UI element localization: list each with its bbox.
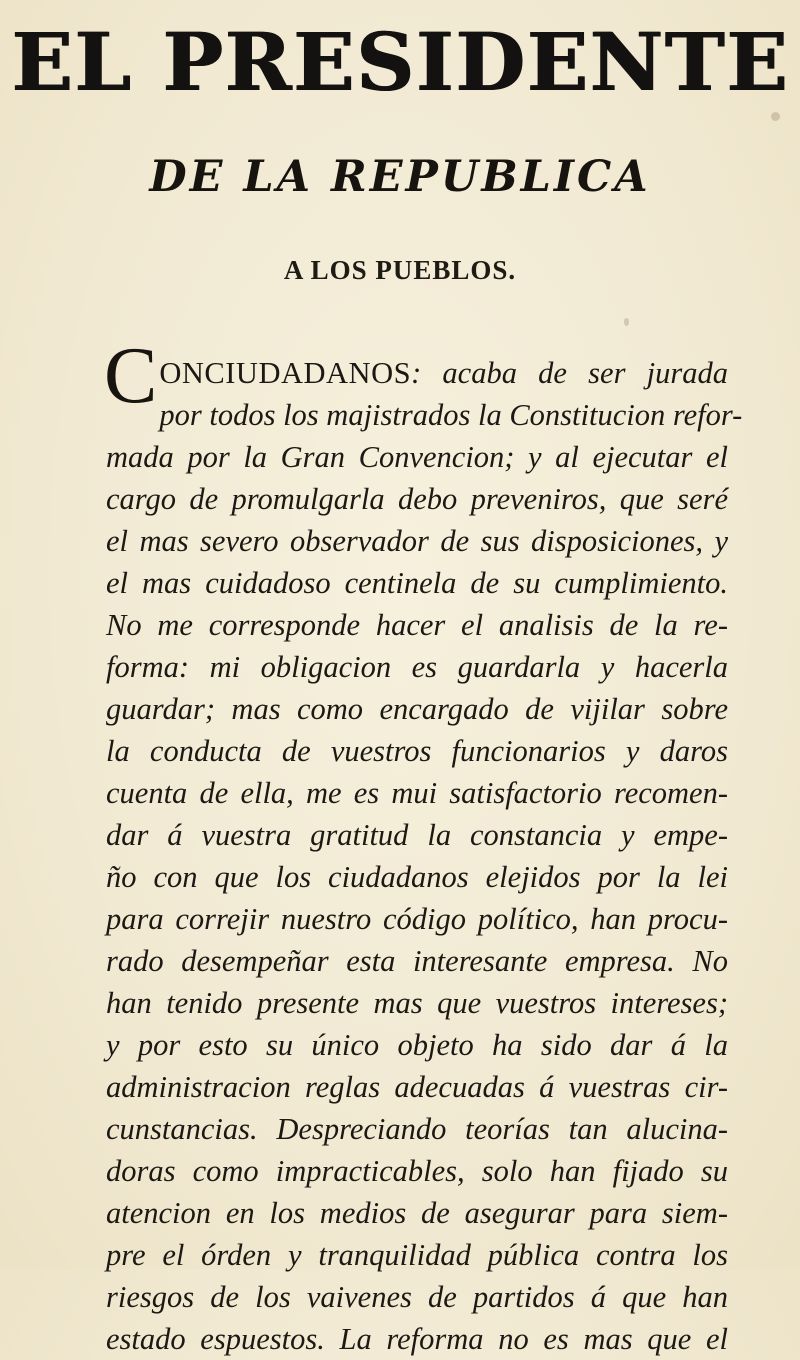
proclamation-body [104,332,743,1360]
body-line: rado desempeñar esta interesante empresa. No [106,944,728,978]
body-line: atencion en los medios de asegurar para siem- [106,1196,728,1230]
body-line: por todos los majistrados la Constitucion refor- [159,398,743,432]
drop-cap: C [104,332,158,420]
body-line: cargo de promulgarla debo preveniros, que seré [106,482,728,516]
body-line: dar á vuestra gratitud la constancia y empe- [106,818,728,852]
document-title: EL PRESIDENTE [11,15,789,109]
body-line: y por esto su único objeto ha sido dar á la [106,1028,728,1062]
document-subtitle: DE LA REPUBLICA [149,152,651,202]
body-line: riesgos de los vaivenes de partidos á que han [106,1280,728,1314]
paper-stain [624,318,629,326]
body-line: guardar; mas como encargado de vijilar sobre [106,692,728,726]
body-line: pre el órden y tranquilidad pública contra los [106,1238,728,1272]
body-line: han tenido presente mas que vuestros intereses; [106,986,728,1020]
salutation: ONCIUDADANOS [159,356,412,390]
body-line: cunstancias. Despreciando teorías tan alucina- [106,1112,728,1146]
body-line: para correjir nuestro código político, han procu- [106,902,728,936]
body-line: doras como impracticables, solo han fijado su [106,1154,728,1188]
body-line: cuenta de ella, me es mui satisfactorio recomen- [106,776,728,810]
body-line: la conducta de vuestros funcionarios y daros [106,734,728,768]
body-line: el mas cuidadoso centinela de su cumplimiento. [106,566,728,600]
body-line: el mas severo observador de sus disposiciones, y [106,524,728,558]
body-line [106,352,728,394]
salutation-continuation: : acaba de ser jurada [411,356,728,390]
body-line: ño con que los ciudadanos elejidos por la lei [106,860,728,894]
body-line: No me corresponde hacer el analisis de la re- [106,608,728,642]
paper-stain [771,112,780,121]
body-line: mada por la Gran Convencion; y al ejecutar el [106,440,728,474]
body-line: estado espuestos. La reforma no es mas que el [106,1322,728,1356]
address-heading: A LOS PUEBLOS. [283,255,517,285]
body-line: administracion reglas adecuadas á vuestras cir- [106,1070,728,1104]
body-line: forma: mi obligacion es guardarla y hacerla [106,650,728,684]
